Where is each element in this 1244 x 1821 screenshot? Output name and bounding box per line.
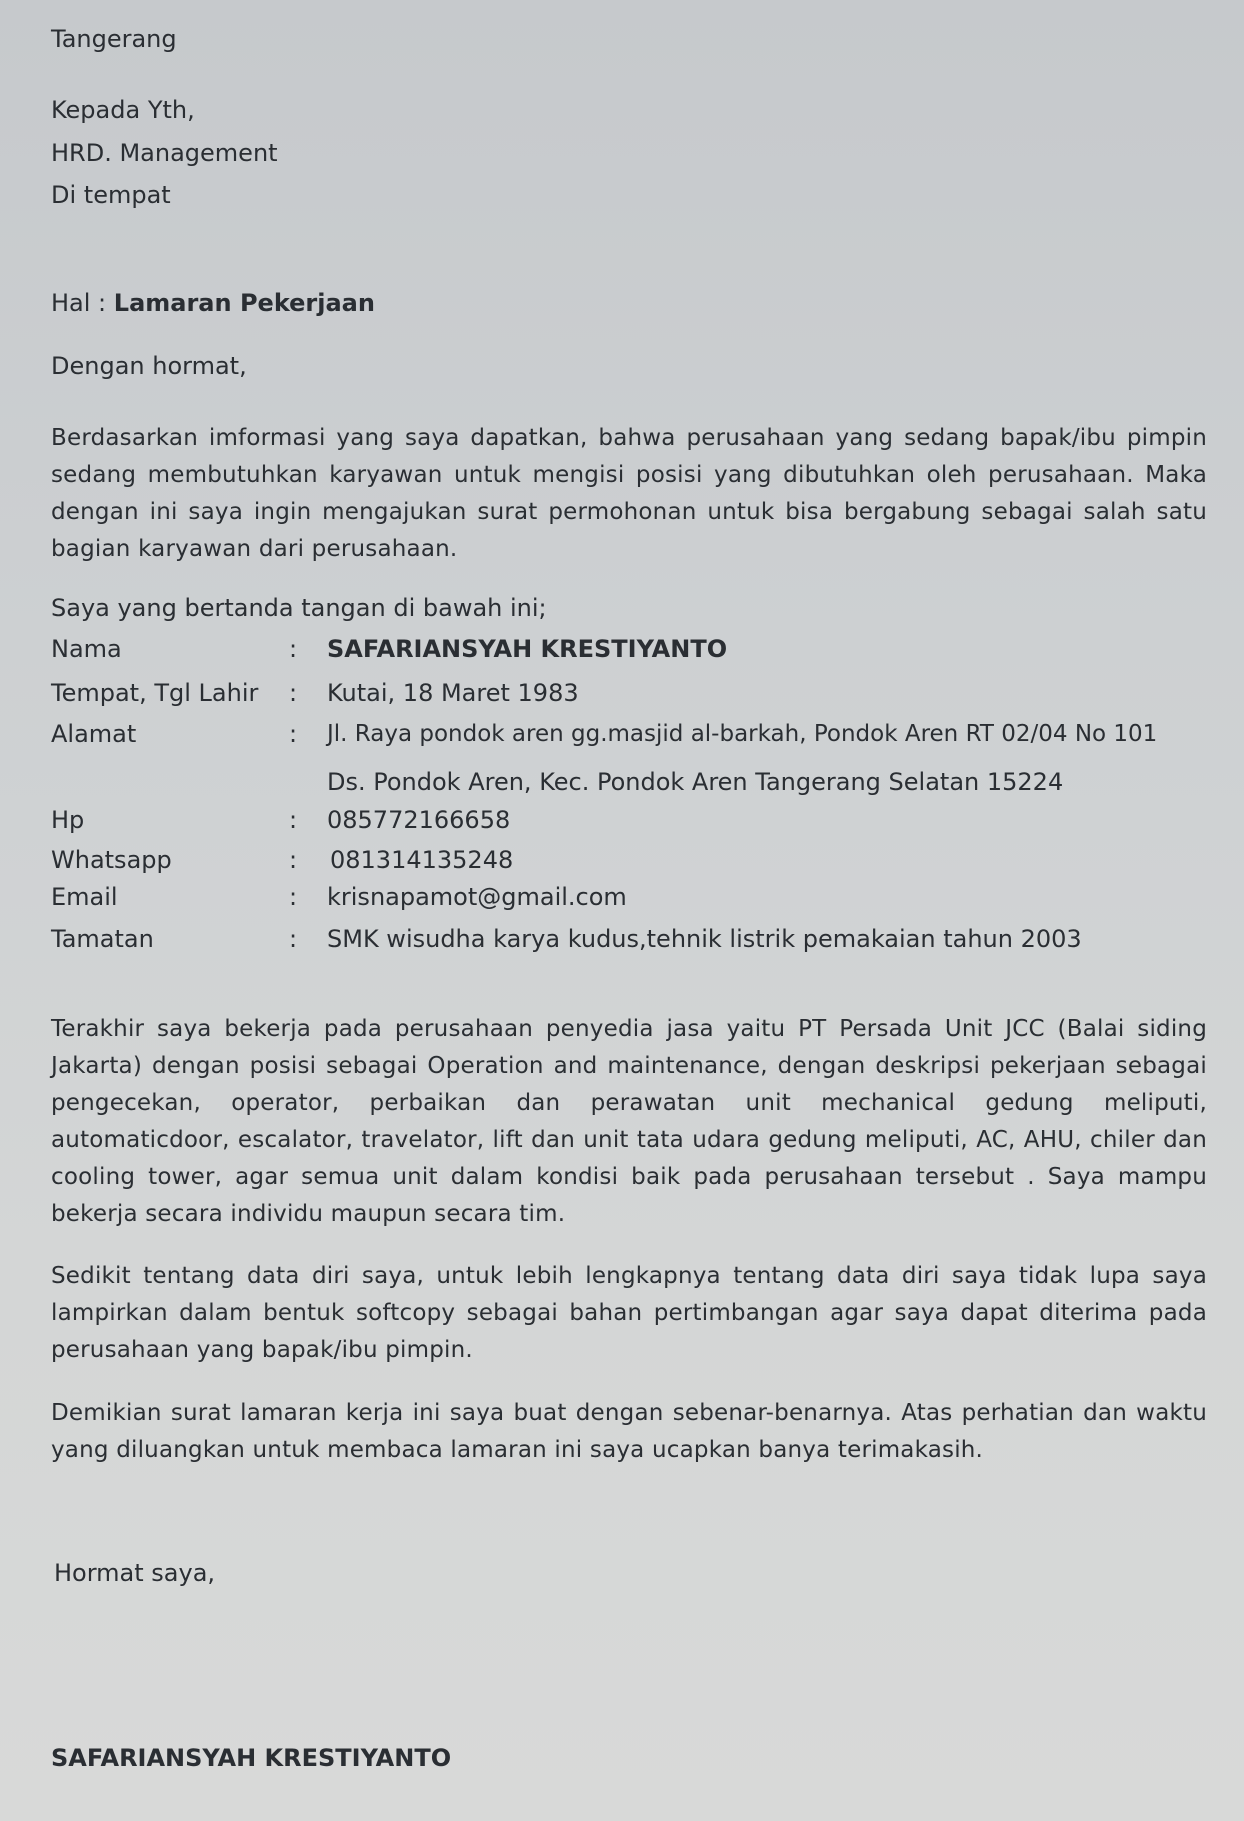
info-value-email: krisnapamot@gmail.com [327,883,627,911]
info-colon: : [289,925,298,953]
info-label-email: Email [51,883,118,911]
info-label-whatsapp: Whatsapp [51,846,172,874]
info-colon: : [289,679,298,707]
info-value-name: SAFARIANSYAH KRESTIYANTO [327,635,728,663]
info-colon: : [289,720,298,748]
paragraph-attachment: Sedikit tentang data diri saya, untuk lebih lengkapnya tentang data diri saya tidak lupa saya lampirkan dalam bentuk softcopy sebagai bahan pertimbangan agar saya dapat diterima pada perusahaan yang bapak/ibu pimpin. [51,1263,1207,1363]
recipient-line-1: Kepada Yth, [51,96,195,124]
paragraph-intro: Berdasarkan imformasi yang saya dapatkan, bahwa perusahaan yang sedang bapak/ibu pimpin sedang membutuhkan karyawan untuk mengisi posisi yang dibutuhkan oleh perusahaan. Maka dengan ini saya ingin mengajukan surat permohonan untuk bisa bergabung sebagai salah satu bagian karyawan dari perusahaan. [51,425,1207,562]
city: Tangerang [51,25,177,53]
info-value-address-line-2: Ds. Pondok Aren, Kec. Pondok Aren Tangerang Selatan 15224 [327,768,1064,796]
info-label-hp: Hp [51,806,85,834]
info-label-birth: Tempat, Tgl Lahir [51,679,259,707]
paragraph-closing: Demikian surat lamaran kerja ini saya buat dengan sebenar-benarnya. Atas perhatian dan waktu yang diluangkan untuk membaca lamaran ini saya ucapkan banya terimakasih. [51,1400,1207,1463]
info-label-address: Alamat [51,720,137,748]
subject-label: Hal : [51,289,107,317]
recipient-line-3: Di tempat [51,181,171,209]
info-colon: : [289,806,298,834]
info-colon: : [289,846,298,874]
recipient-line-2: HRD. Management [51,139,278,167]
paragraph-experience: Terakhir saya bekerja pada perusahaan penyedia jasa yaitu PT Persada Unit JCC (Balai siding Jakarta) dengan posisi sebagai Operation and maintenance, dengan deskripsi pekerjaan sebagai pengecekan, operator, perbaikan dan perawatan unit mechanical gedung meliputi, automaticdoor, escalator, travelator, lift dan unit tata udara gedung meliputi, AC, AHU, chiler dan cooling tower, agar semua unit dalam kondisi baik pada perusahaan tersebut . Saya mampu bekerja secara individu maupun secara tim. [51,1016,1207,1227]
info-value-birth: Kutai, 18 Maret 1983 [327,679,579,707]
info-value-education: SMK wisudha karya kudus,tehnik listrik pemakaian tahun 2003 [327,925,1082,953]
info-colon: : [289,635,298,663]
info-value-hp: 085772166658 [327,806,511,834]
info-value-whatsapp: 081314135248 [330,846,514,874]
info-label-name: Nama [51,635,122,663]
subject-line [51,288,375,318]
info-value-address-line-1: Jl. Raya pondok aren gg.masjid al-barkah, Pondok Aren RT 02/04 No 101 [327,721,1158,747]
salutation: Dengan hormat, [51,352,247,380]
signature-name: SAFARIANSYAH KRESTIYANTO [51,1744,452,1772]
closing-greeting: Hormat saya, [54,1559,216,1587]
info-colon: : [289,883,298,911]
subject-title: Lamaran Pekerjaan [113,289,375,317]
signed-intro: Saya yang bertanda tangan di bawah ini; [51,594,547,622]
info-label-education: Tamatan [51,925,154,953]
